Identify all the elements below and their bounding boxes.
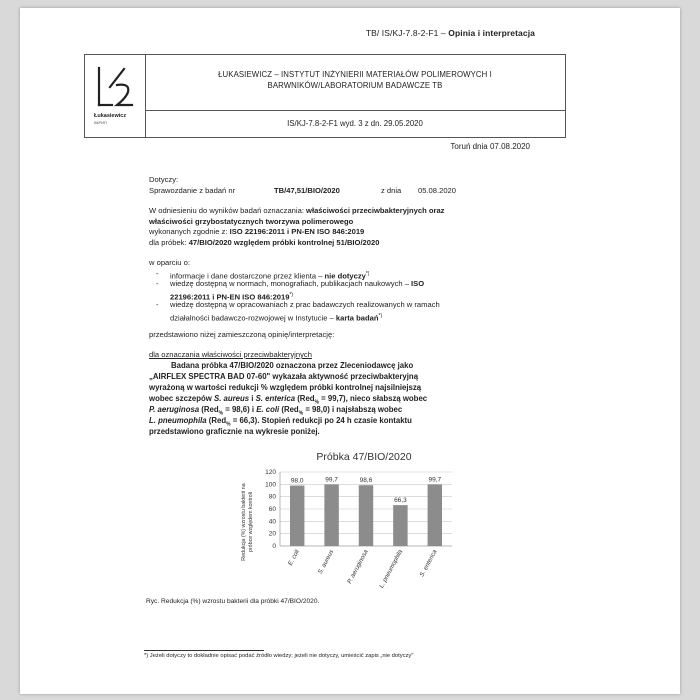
basis-item-2 bbox=[170, 279, 424, 290]
opinion-text: (Red bbox=[279, 405, 299, 414]
chart-ytick-label: 80 bbox=[268, 493, 276, 501]
chart-data-label: 99,7 bbox=[325, 476, 338, 484]
report-number: TB/47,51/BIO/2020 bbox=[274, 186, 340, 195]
intro-line-1 bbox=[149, 206, 444, 217]
report-label: Sprawozdanie z badań nr bbox=[149, 186, 236, 195]
chart-ytick-label: 60 bbox=[268, 506, 276, 513]
basis-item-2-text: wiedzę dostępną w normach, monografiach, publikacjach naukowych – bbox=[170, 279, 412, 288]
chart-ytick-label: 40 bbox=[268, 518, 276, 526]
lukasiewicz-logo-icon bbox=[96, 65, 134, 109]
chart-bar bbox=[359, 485, 373, 546]
subscript: % bbox=[226, 421, 231, 428]
doc-title: Opinia i interpretacja bbox=[448, 28, 535, 38]
document-page bbox=[20, 8, 680, 694]
chart-svg bbox=[238, 444, 458, 596]
presented-line: przedstawiono niżej zamieszczoną opinię/interpretację: bbox=[149, 330, 335, 339]
opinion-line-7: przedstawiono graficznie na wykresie poniżej. bbox=[149, 427, 320, 436]
opinion-text: wobec szczepów bbox=[149, 394, 214, 403]
logo-name: Łukasiewicz bbox=[94, 113, 127, 119]
footnote-divider bbox=[144, 650, 264, 651]
chart-ytick-label: 100 bbox=[265, 481, 276, 489]
chart-bar bbox=[324, 485, 338, 546]
chart-data-label: 99,7 bbox=[428, 476, 442, 484]
intro-samples: 47/BIO/2020 względem próbki kontrolnej 51/BIO/2020 bbox=[188, 237, 380, 247]
footnote-mark: *) bbox=[378, 312, 383, 319]
chart-ytick-label: 20 bbox=[268, 530, 276, 538]
intro-method-label: wykonanych zgodnie z: bbox=[149, 227, 230, 236]
opinion-line-1: Badana próbka 47/BIO/2020 oznaczona przez Zleceniodawcę jako bbox=[171, 361, 414, 370]
institute-line-2: BARWNIKÓW/LABORATORIUM BADAWCZE TB bbox=[267, 81, 443, 90]
chart-ylabel-line-2: próbce względem kontroli bbox=[248, 491, 254, 553]
doc-code-text: TB/ IS/KJ-7.8-2-F1 bbox=[365, 28, 439, 38]
header-box bbox=[84, 54, 566, 138]
concerns-label: Dotyczy: bbox=[149, 175, 179, 184]
basis-item-3-text: działalności badawczo-rozwojowej w Instytucie – bbox=[170, 313, 336, 323]
document-code bbox=[366, 28, 535, 38]
strain-name: E. coli bbox=[256, 405, 280, 414]
logo-subtitle: ІМРИП bbox=[94, 120, 107, 125]
chart-category-label: S. aureus bbox=[316, 548, 336, 576]
chart-category-label: P. aeruginosa bbox=[346, 548, 370, 585]
chart-data-label: 98,0 bbox=[290, 477, 304, 485]
chart-title: Próbka 47/BIO/2020 bbox=[316, 451, 412, 463]
basis-item-1-text: informacje i dane dostarczone przez klienta – bbox=[170, 271, 325, 281]
chart-ytick-label: 120 bbox=[265, 469, 276, 476]
doc-code-separator: – bbox=[438, 28, 449, 38]
document-version: IS/KJ-7.8-2-F1 wyd. 3 z dn. 29.05.2020 bbox=[287, 119, 423, 128]
basis-item-2-value: ISO bbox=[411, 279, 425, 288]
institute-name bbox=[145, 55, 565, 111]
figure-caption: Ryc. Redukcja (%) wzrostu bakterii dla próbki 47/BIO/2020. bbox=[146, 598, 320, 605]
chart-ylabel-line-1: Redukcja (%) wzrostu bakterii na bbox=[241, 483, 247, 561]
chart-category-label: S. enterica bbox=[418, 548, 439, 579]
basis-item-3-value: karta badań bbox=[335, 313, 379, 323]
footnote-mark: *) bbox=[289, 291, 294, 298]
chart-bar bbox=[428, 485, 442, 546]
basis-item-3: wiedzę dostępną w opracowaniach z prac badawczych realizowanych w ramach bbox=[170, 300, 440, 309]
place-date: Toruń dnia 07.08.2020 bbox=[450, 142, 530, 151]
subscript: % bbox=[218, 410, 224, 417]
opinion-text: = 66,3). Stopień redukcji po 24 h czasie kontaktu bbox=[230, 416, 412, 425]
strain-name: L. pneumophila bbox=[149, 416, 207, 425]
opinion-text: (Red bbox=[199, 405, 219, 414]
subscript: % bbox=[314, 399, 319, 406]
bullet-marker: - bbox=[156, 279, 159, 288]
logo-cell bbox=[85, 55, 146, 137]
chart-ytick-label: 0 bbox=[272, 543, 276, 550]
opinion-text: = 98,0) i najsłabszą wobec bbox=[303, 405, 403, 414]
basis-label: w oparciu o: bbox=[149, 258, 190, 267]
bullet-marker: - bbox=[156, 300, 159, 309]
chart-data-label: 98,6 bbox=[359, 477, 373, 485]
basis-item-2-standards: 22196:2011 i PN-EN ISO 846:2019 bbox=[170, 292, 290, 302]
chart-category-label: L. pneumophila bbox=[378, 548, 405, 590]
strain-name: S. aureus bbox=[214, 394, 250, 403]
subscript: % bbox=[298, 410, 304, 417]
chart-data-label: 66,3 bbox=[394, 497, 407, 505]
intro-text: W odniesieniu do wyników badań oznaczania: bbox=[149, 206, 307, 215]
bullet-marker: - bbox=[156, 268, 159, 278]
strain-name: S. enterica bbox=[255, 394, 296, 403]
opinion-text: (Red bbox=[206, 416, 227, 425]
chart-bar bbox=[393, 505, 407, 546]
footnote: *) Jeżeli dotyczy to dokładnie opisać podać źródło wiedzy; jeżeli nie dotyczy, umieścić zapis „nie dotyczy" bbox=[144, 653, 414, 659]
intro-line-4 bbox=[149, 238, 379, 249]
section-title: dla oznaczania właściwości przeciwbakteryjnych bbox=[149, 350, 312, 359]
bar-chart bbox=[238, 444, 458, 596]
intro-method: ISO 22196:2011 i PN-EN ISO 846:2019 bbox=[229, 227, 365, 236]
footnote-mark: *) bbox=[365, 270, 370, 277]
basis-item-1-value: nie dotyczy bbox=[324, 271, 366, 281]
opinion-line-2: „AIRFLEX SPECTRA BAD 07-60" wykazała aktywność przeciwbakteryjną bbox=[149, 372, 419, 381]
opinion-line-3: wyrażoną w wartości redukcji % względem próbki kontrolnej najsilniejszą bbox=[149, 383, 422, 392]
institute-line-1: ŁUKASIEWICZ – INSTYTUT INŻYNIERII MATERIAŁÓW POLIMEROWYCH I bbox=[218, 70, 492, 79]
chart-bar bbox=[290, 486, 304, 546]
report-date-label: z dnia bbox=[381, 186, 402, 195]
basis-item-3-cont bbox=[170, 311, 382, 324]
opinion-text: = 99,7), nieco słabszą wobec bbox=[319, 394, 428, 403]
opinion-text: i bbox=[249, 394, 256, 403]
intro-line-2: właściwości grzybostatycznych tworzywa polimerowego bbox=[149, 216, 354, 226]
report-date: 05.08.2020 bbox=[418, 186, 457, 195]
chart-category-label: E. coli bbox=[286, 548, 301, 567]
intro-line-3 bbox=[149, 227, 364, 238]
opinion-text: = 98,6) i bbox=[223, 405, 257, 414]
opinion-text: (Red bbox=[295, 394, 315, 403]
intro-scope: właściwości przeciwbakteryjnych oraz bbox=[306, 206, 445, 215]
intro-samples-label: dla próbek: bbox=[149, 237, 189, 247]
strain-name: P. aeruginosa bbox=[149, 405, 200, 414]
